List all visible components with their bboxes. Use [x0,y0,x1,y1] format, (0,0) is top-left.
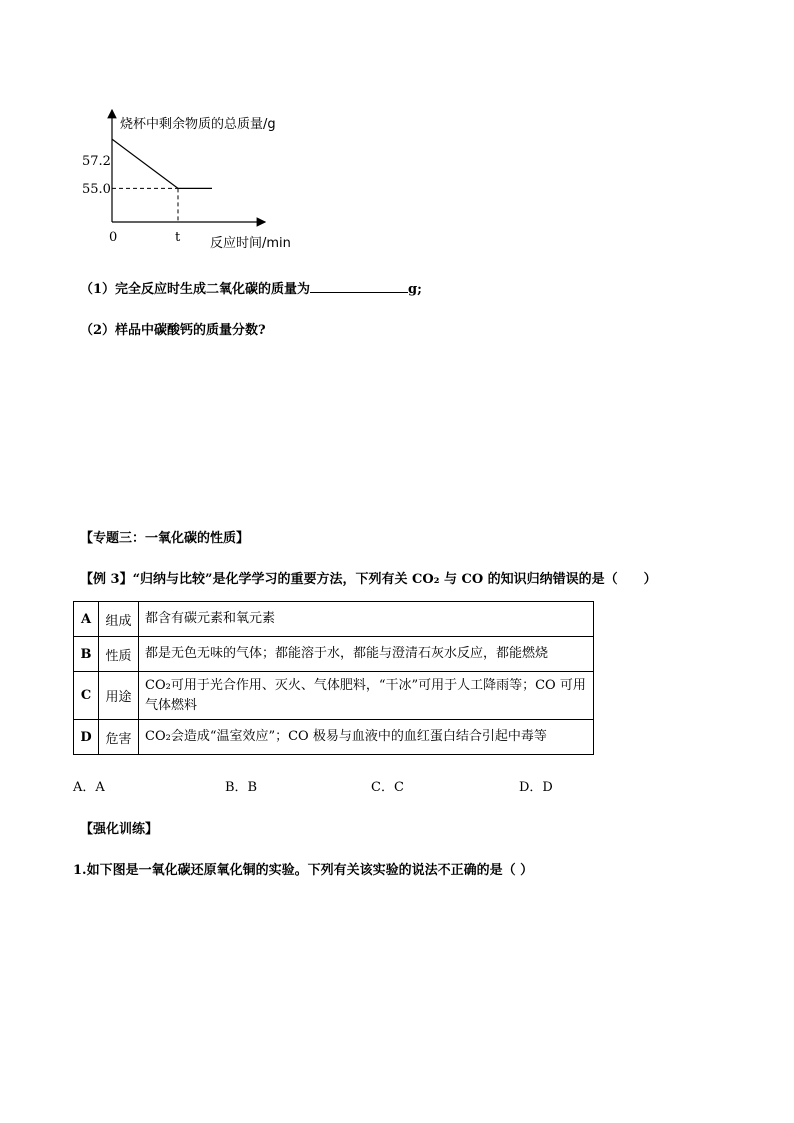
example-text: “归纳与比较”是化学学习的重要方法，下列有关 CO₂ 与 CO 的知识归纳错误的是（ ） [132,572,657,587]
row-content: CO₂会造成“温室效应”；CO 极易与血液中的血红蛋白结合引起中毒等 [139,720,594,755]
option-a[interactable]: A．A [73,780,105,795]
row-letter: B [74,637,99,672]
mass-time-chart [60,100,320,250]
table-row [74,637,594,672]
row-category: 用途 [99,672,139,720]
option-b[interactable]: B．B [225,780,258,795]
section-title: 【专题三：一氧化碳的性质】 [80,531,250,546]
option-c[interactable]: C．C [371,780,404,795]
knowledge-table [73,601,594,755]
question-1-text: （1）完全反应时生成二氧化碳的质量为 [80,282,311,297]
training-question-1: 1.如下图是一氧化碳还原氧化铜的实验。下列有关该实验的说法不正确的是（ ） [73,863,534,878]
row-content: 都是无色无味的气体；都能溶于水，都能与澄清石灰水反应，都能燃烧 [139,637,594,672]
x-tick-label: 0 [109,230,118,245]
row-letter: A [74,602,99,637]
training-title: 【强化训练】 [80,822,159,837]
answer-blank [310,280,408,293]
table-row [74,672,594,720]
x-axis-label: 反应时间/min [210,236,291,251]
question-1 [80,278,422,297]
row-category: 性质 [99,637,139,672]
option-d[interactable]: D．D [519,780,553,795]
example-label: 【例 3】 [80,572,133,587]
decline-segment [112,139,178,188]
row-content: CO₂可用于光合作用、灭火、气体肥料，“干冰”可用于人工降雨等；CO 可用气体燃料 [139,672,594,720]
row-content: 都含有碳元素和氧元素 [139,602,594,637]
y-tick-label: 55.0 [82,182,111,197]
row-category: 组成 [99,602,139,637]
row-letter: D [74,720,99,755]
table-row [74,602,594,637]
question-2: （2）样品中碳酸钙的质量分数? [80,323,266,338]
y-axis-label: 烧杯中剩余物质的总质量/g [120,117,276,132]
example-question [80,568,657,587]
table-row [74,720,594,755]
question-1-unit: g; [408,282,422,297]
row-letter: C [74,672,99,720]
x-tick-label: t [175,230,181,245]
row-category: 危害 [99,720,139,755]
y-tick-label: 57.2 [82,154,111,169]
